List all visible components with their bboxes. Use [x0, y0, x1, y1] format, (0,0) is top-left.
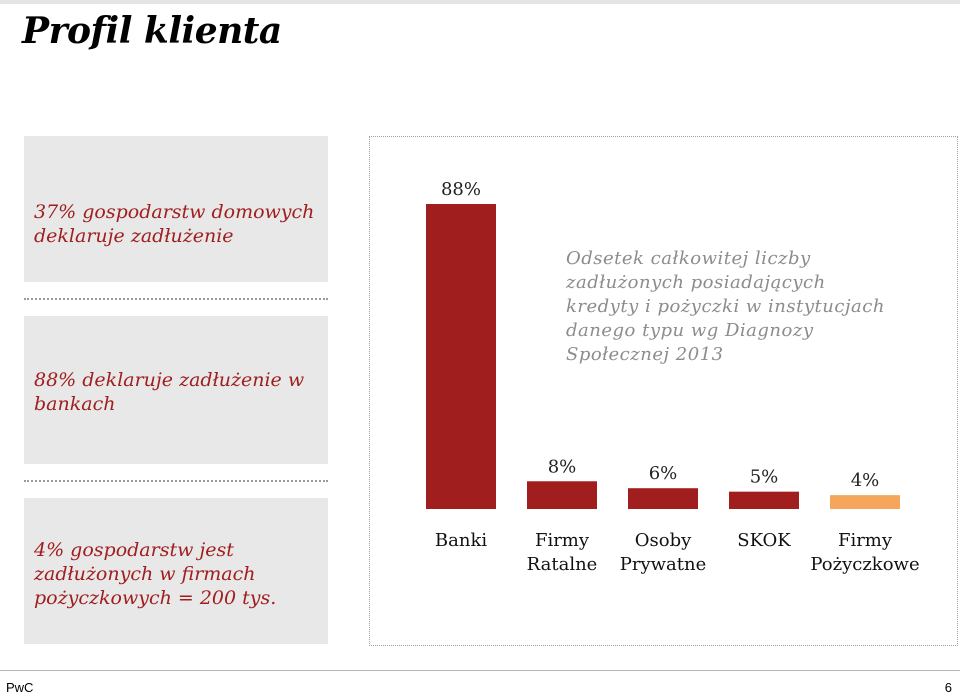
category-label-firmy-ratalne: Firmy Ratalne [526, 530, 598, 575]
value-label-banki: 88% [440, 179, 482, 200]
category-label-banki: Banki [434, 530, 488, 551]
footer-rule [0, 670, 960, 671]
category-label-skok: SKOK [737, 530, 791, 551]
bar-firmy-ratalne [527, 481, 597, 509]
page-number: 6 [944, 680, 952, 695]
stat-text-bank-debt: 88% deklaruje zadłużenie w bankach [34, 369, 305, 415]
category-label-firmy-pożyczkowe: Firmy Pożyczkowe [810, 530, 920, 575]
chart-title: Odsetek całkowitej liczby zadłużonych posiadających kredyty i pożyczki w instytucjach danego typu wg Diagnozy Społecznej 2013 [566, 248, 885, 365]
bar-osoby-prywatne [628, 488, 698, 509]
bar-skok [729, 492, 799, 509]
value-label-firmy-ratalne: 8% [547, 456, 577, 478]
stat-text-loan-firms: 4% gospodarstw jest zadłużonych w firmach pożyczkowych = 200 tys. [34, 539, 277, 609]
value-label-osoby-prywatne: 6% [648, 463, 678, 485]
category-label-osoby-prywatne: Osoby Prywatne [619, 530, 707, 575]
value-label-skok: 5% [749, 466, 779, 488]
page-title: Profil klienta [22, 10, 282, 52]
bar-banki [426, 204, 496, 509]
footer-brand: PwC [6, 680, 34, 695]
value-label-firmy-pożyczkowe: 4% [850, 470, 880, 492]
bar-firmy-pożyczkowe [830, 495, 900, 509]
stat-text-household-debt: 37% gospodarstw domowych deklaruje zadłużenie [34, 201, 315, 247]
